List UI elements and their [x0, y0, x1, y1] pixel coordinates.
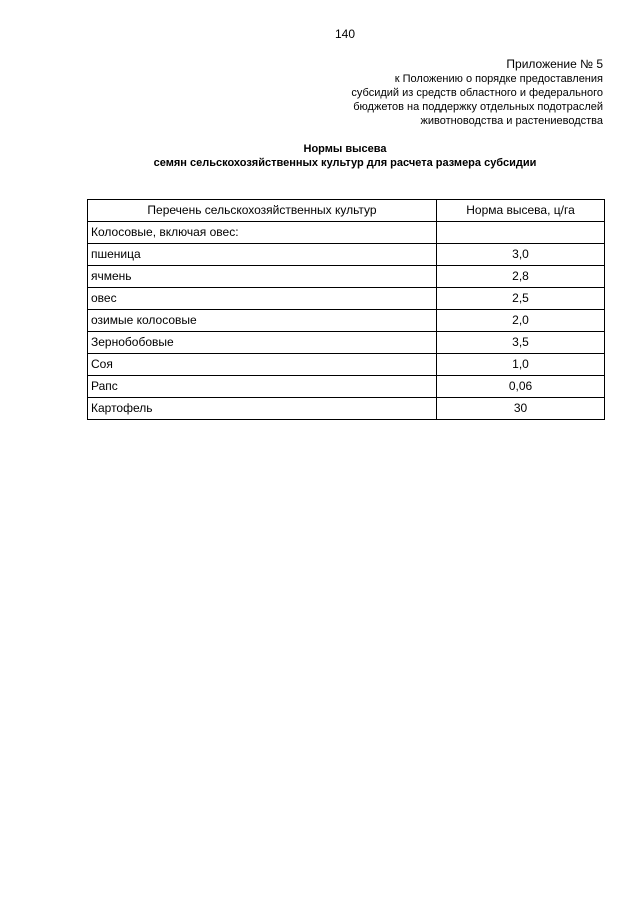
crop-name-cell: Соя — [88, 354, 437, 376]
table-row — [88, 222, 605, 244]
appendix-line: к Положению о порядке предоставления — [394, 73, 603, 85]
appendix-line: субсидий из средств областного и федерального — [351, 87, 603, 99]
table-row — [88, 266, 605, 288]
crop-name-cell: Картофель — [88, 398, 437, 420]
table-row — [88, 288, 605, 310]
seeding-rate-cell: 1,0 — [437, 354, 605, 376]
seeding-rate-cell: 2,5 — [437, 288, 605, 310]
seeding-norms-table — [87, 199, 605, 420]
seeding-rate-cell: 2,0 — [437, 310, 605, 332]
document-title-line2: семян сельскохозяйственных культур для расчета размера субсидии — [153, 157, 537, 169]
seeding-rate-cell — [437, 222, 605, 244]
crop-name-cell: овес — [88, 288, 437, 310]
crop-name-cell: ячмень — [88, 266, 437, 288]
table-row — [88, 376, 605, 398]
seeding-rate-cell: 30 — [437, 398, 605, 420]
page-number: 140 — [334, 27, 356, 41]
seeding-rate-cell: 2,8 — [437, 266, 605, 288]
appendix-line: животноводства и растениеводства — [420, 115, 603, 127]
appendix-line: бюджетов на поддержку отдельных подотраслей — [353, 101, 603, 113]
document-title — [0, 142, 640, 170]
header-crop-list: Перечень сельскохозяйственных культур — [88, 200, 437, 222]
crop-name-cell: Зернобобовые — [88, 332, 437, 354]
table-header-row — [88, 200, 605, 222]
crop-name-cell: пшеница — [88, 244, 437, 266]
seeding-rate-cell: 0,06 — [437, 376, 605, 398]
table-row — [88, 244, 605, 266]
appendix-title: Приложение № 5 — [506, 57, 603, 71]
table-row — [88, 354, 605, 376]
crop-name-cell: Рапс — [88, 376, 437, 398]
table-row — [88, 332, 605, 354]
document-title-line1: Нормы высева — [303, 143, 387, 155]
appendix-block — [263, 57, 603, 128]
seeding-rate-cell: 3,0 — [437, 244, 605, 266]
seeding-rate-cell: 3,5 — [437, 332, 605, 354]
table-row — [88, 398, 605, 420]
header-seeding-rate: Норма высева, ц/га — [437, 200, 605, 222]
table-row — [88, 310, 605, 332]
crop-name-cell: Колосовые, включая овес: — [88, 222, 437, 244]
crop-name-cell: озимые колосовые — [88, 310, 437, 332]
